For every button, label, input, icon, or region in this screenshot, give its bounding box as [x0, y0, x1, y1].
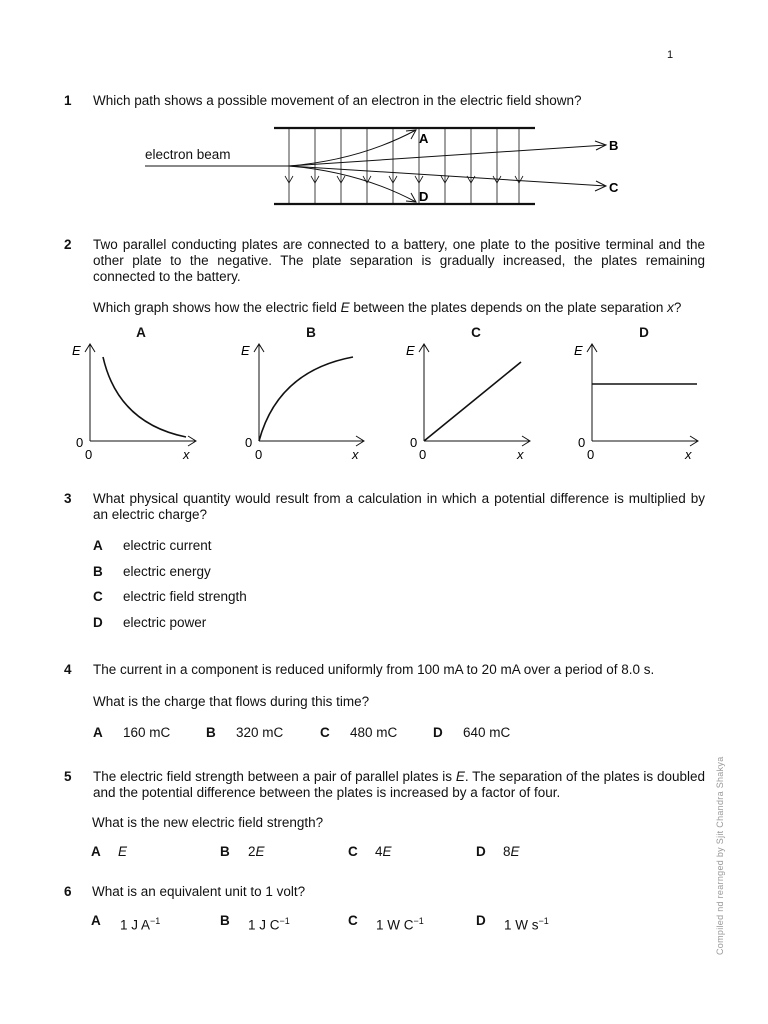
graph-a-origin-x: 0 — [85, 447, 93, 462]
question-6-number: 6 — [64, 884, 72, 899]
q6-option-b-letter[interactable]: B — [220, 913, 230, 928]
q6-option-b-text[interactable]: 1 J $C^{-1}$ — [248, 916, 290, 933]
page-number: 1 — [667, 49, 674, 61]
graph-d-origin-y: 0 — [578, 435, 586, 450]
q3-option-a-letter: A — [93, 538, 103, 553]
graph-c-x-label: x — [517, 447, 524, 462]
question-4-number: 4 — [64, 662, 72, 677]
q3-option-c-text: electric field strength — [123, 589, 247, 604]
question-5-prompt: What is the new electric field strength? — [92, 815, 324, 830]
graph-b-origin-x: 0 — [255, 447, 263, 462]
q6-option-c-text[interactable]: 1 W $C^{-1}$ — [376, 916, 424, 933]
q4-option-d-letter[interactable]: D — [433, 725, 443, 740]
q4-option-d-text[interactable]: 640 mC — [463, 725, 511, 740]
path-label-c: C — [609, 180, 619, 195]
question-1-number: 1 — [64, 93, 72, 108]
q4-option-c-text[interactable]: 480 mC — [350, 725, 398, 740]
graph-d-x-label: x — [685, 447, 692, 462]
graph-a-curve — [103, 357, 186, 437]
field-lines — [289, 129, 519, 203]
q3-option-b-text: electric energy — [123, 564, 211, 579]
graph-b-x-label: x — [352, 447, 359, 462]
graph-a-y-label: E — [72, 343, 81, 358]
q5-option-b-letter[interactable]: B — [220, 844, 230, 859]
q5-option-d-text[interactable]: 8E — [503, 844, 520, 859]
q6-option-a-text[interactable]: 1 J $A^{-1}$ — [120, 916, 161, 933]
graphs-row — [0, 335, 768, 465]
graph-c — [419, 344, 530, 446]
q5-option-a-letter[interactable]: A — [91, 844, 101, 859]
question-5-text: The electric field strength between a pair of parallel plates is E. The separation of the plates is doubled and the potential difference between the plates is increased by a factor of four. — [93, 769, 705, 800]
q4-option-b-text[interactable]: 320 mC — [236, 725, 284, 740]
graph-b-origin-y: 0 — [245, 435, 253, 450]
q4-option-a-letter[interactable]: A — [93, 725, 103, 740]
q3-option-c-letter: C — [93, 589, 103, 604]
graph-d-y-label: E — [574, 343, 583, 358]
question-2-prompt: Which graph shows how the electric field E between the plates depends on the plate separation x? — [93, 300, 682, 315]
graph-c-origin-x: 0 — [419, 447, 427, 462]
question-2-number: 2 — [64, 237, 72, 252]
graph-a — [85, 344, 196, 446]
q5-option-c-letter[interactable]: C — [348, 844, 358, 859]
graph-c-y-label: E — [406, 343, 415, 358]
watermark: Compiled nd rearnged by Sjit Chandra Shakya — [715, 756, 725, 955]
q5-option-b-text[interactable]: 2E — [248, 844, 265, 859]
graph-b — [254, 344, 364, 446]
path-label-a: A — [419, 131, 429, 146]
electron-beam-label: electron beam — [145, 147, 231, 162]
q5-option-a-text[interactable]: E — [118, 844, 128, 859]
graph-a-x-label: x — [183, 447, 190, 462]
q3-option-d-text: electric power — [123, 615, 207, 630]
q6-option-a-letter[interactable]: A — [91, 913, 101, 928]
path-d — [289, 166, 416, 202]
path-label-d: D — [419, 189, 429, 204]
graph-d-origin-x: 0 — [587, 447, 595, 462]
graph-label-c: C — [471, 325, 481, 340]
q3-option-b-letter: B — [93, 564, 103, 579]
q6-option-c-letter[interactable]: C — [348, 913, 358, 928]
graph-a-origin-y: 0 — [76, 435, 84, 450]
path-label-b: B — [609, 138, 619, 153]
question-6-text: What is an equivalent unit to 1 volt? — [92, 884, 306, 899]
q5-option-d-letter[interactable]: D — [476, 844, 486, 859]
path-a — [289, 130, 416, 166]
path-c — [289, 166, 606, 186]
question-3-number: 3 — [64, 491, 72, 506]
q3-option-d-letter: D — [93, 615, 103, 630]
graph-label-b: B — [306, 325, 316, 340]
path-b — [289, 145, 606, 166]
question-4-text: The current in a component is reduced uniformly from 100 mA to 20 mA over a period of 8.0 s. — [93, 662, 655, 677]
question-5-number: 5 — [64, 769, 72, 784]
question-3-text: What physical quantity would result from a calculation in which a potential difference is multiplied by an electric charge? — [93, 491, 705, 522]
q6-option-d-text[interactable]: 1 W $s^{-1}$ — [504, 916, 549, 933]
q5-option-c-text[interactable]: 4E — [375, 844, 392, 859]
q6-option-d-letter[interactable]: D — [476, 913, 486, 928]
question-2-text: Two parallel conducting plates are connected to a battery, one plate to the positive terminal and the other plate to the negative. The plate separation is gradually increased, the plates remaining connected to the battery. — [93, 237, 705, 284]
q4-option-c-letter[interactable]: C — [320, 725, 330, 740]
graph-b-y-label: E — [241, 343, 250, 358]
question-1-text: Which path shows a possible movement of an electron in the electric field shown? — [93, 93, 582, 108]
graph-d — [587, 344, 698, 446]
q3-option-a-text: electric current — [123, 538, 212, 553]
q4-option-a-text[interactable]: 160 mC — [123, 725, 171, 740]
graph-c-line — [424, 362, 521, 441]
graph-label-a: A — [136, 325, 146, 340]
question-4-prompt: What is the charge that flows during this time? — [93, 694, 370, 709]
field-arrowheads — [285, 176, 523, 183]
graph-c-origin-y: 0 — [410, 435, 418, 450]
graph-b-curve — [259, 357, 353, 441]
graph-label-d: D — [639, 325, 649, 340]
q4-option-b-letter[interactable]: B — [206, 725, 216, 740]
electric-field-diagram — [0, 0, 768, 230]
